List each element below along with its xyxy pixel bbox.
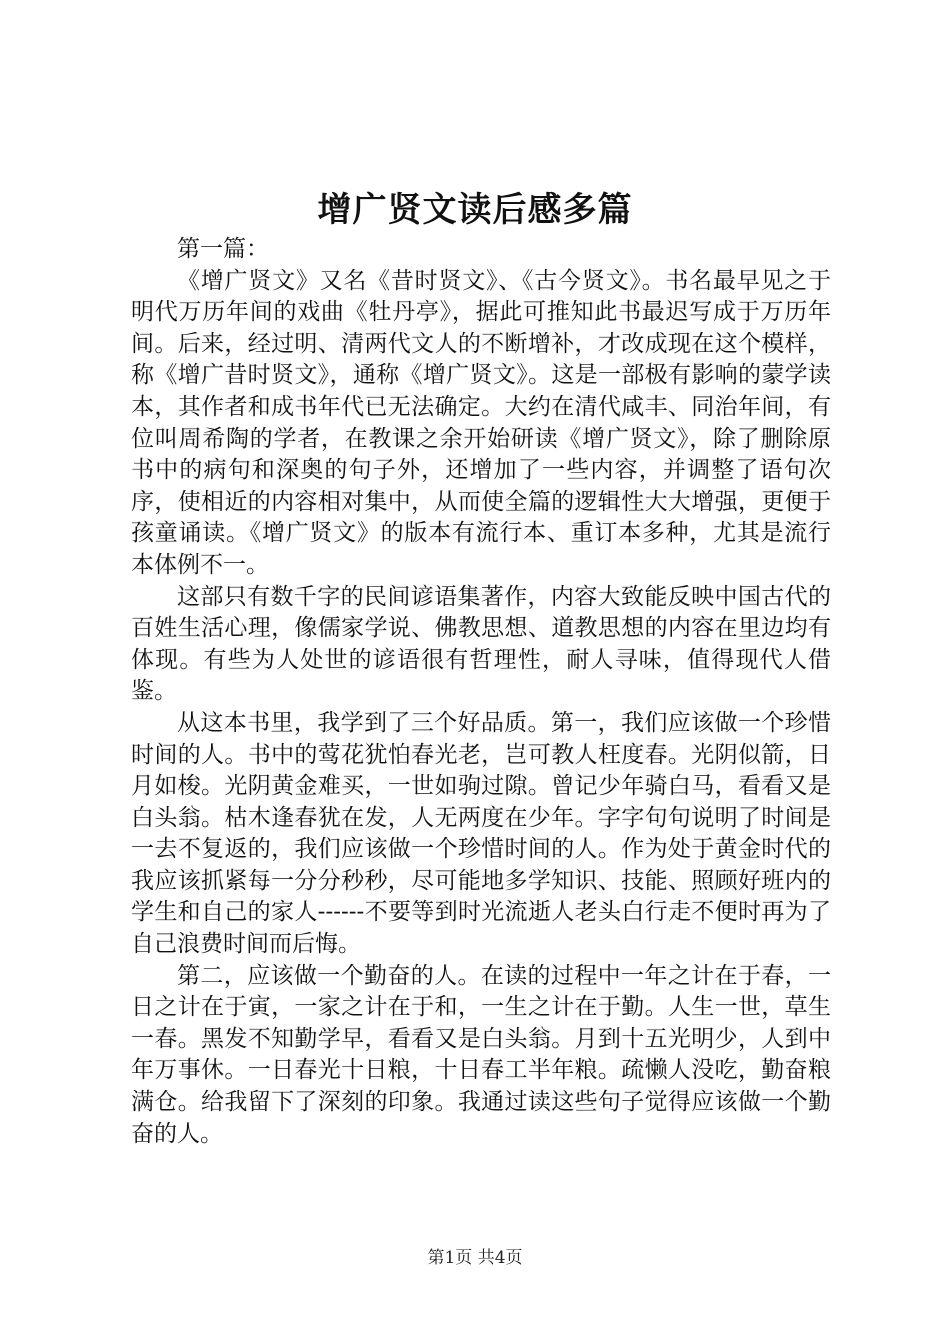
- paragraph: 第二，应该做一个勤奋的人。在读的过程中一年之计在于春，一日之计在于寅，一家之计在于和，一生之计在于勤。人生一世，草生一春。黑发不知勤学早，看看又是白头翁。月到十五光明少，人到中年万事休。一日春光十日粮，十日春工半年粮。疏懒人没吃，勤奋粮满仓。给我留下了深刻的印象。我通过读这些句子觉得应该做一个勤奋的人。: [131, 962, 831, 1147]
- paragraph: 从这本书里，我学到了三个好品质。第一，我们应该做一个珍惜时间的人。书中的莺花犹怕春光老，岂可教人枉度春。光阴似箭，日月如梭。光阴黄金难买，一世如驹过隙。曾记少年骑白马，看看又是白头翁。枯木逢春犹在发，人无两度在少年。字字句句说明了时间是一去不复返的，我们应该做一个珍惜时间的人。作为处于黄金时代的我应该抓紧每一分分秒秒，尽可能地多学知识、技能、照顾好班内的学生和自己的家人------不要等到时光流逝人老头白行走不便时再为了自己浪费时间而后悔。: [131, 709, 831, 958]
- paragraph: 《增广贤文》又名《昔时贤文》、《古今贤文》。书名最早见之于明代万历年间的戏曲《牡丹亭》，据此可推知此书最迟写成于万历年间。后来，经过明、清两代文人的不断增补，才改成现在这个模样，称《增广昔时贤文》，通称《增广贤文》。这是一部极有影响的蒙学读本，其作者和成书年代已无法确定。大约在清代咸丰、同治年间，有位叫周希陶的学者，在教课之余开始研读《增广贤文》，除了删除原书中的病句和深奥的句子外，还增加了一些内容，并调整了语句次序，使相近的内容相对集中，从而使全篇的逻辑性大大增强，更便于孩童诵读。《增广贤文》的版本有流行本、重订本多种，尤其是流行本体例不一。: [131, 267, 831, 578]
- document-body: [131, 234, 831, 1150]
- paragraph: 这部只有数千字的民间谚语集著作，内容大致能反映中国古代的百姓生活心理，像儒家学说、佛教思想、道教思想的内容在里边均有体现。有些为人处世的谚语很有哲理性，耐人寻味，值得现代人借鉴。: [131, 583, 831, 705]
- page-number-footer: 第1页 共4页: [427, 1248, 523, 1268]
- document-title: 增广贤文读后感多篇: [317, 190, 633, 230]
- paragraph-section-heading: 第一篇：: [177, 236, 269, 262]
